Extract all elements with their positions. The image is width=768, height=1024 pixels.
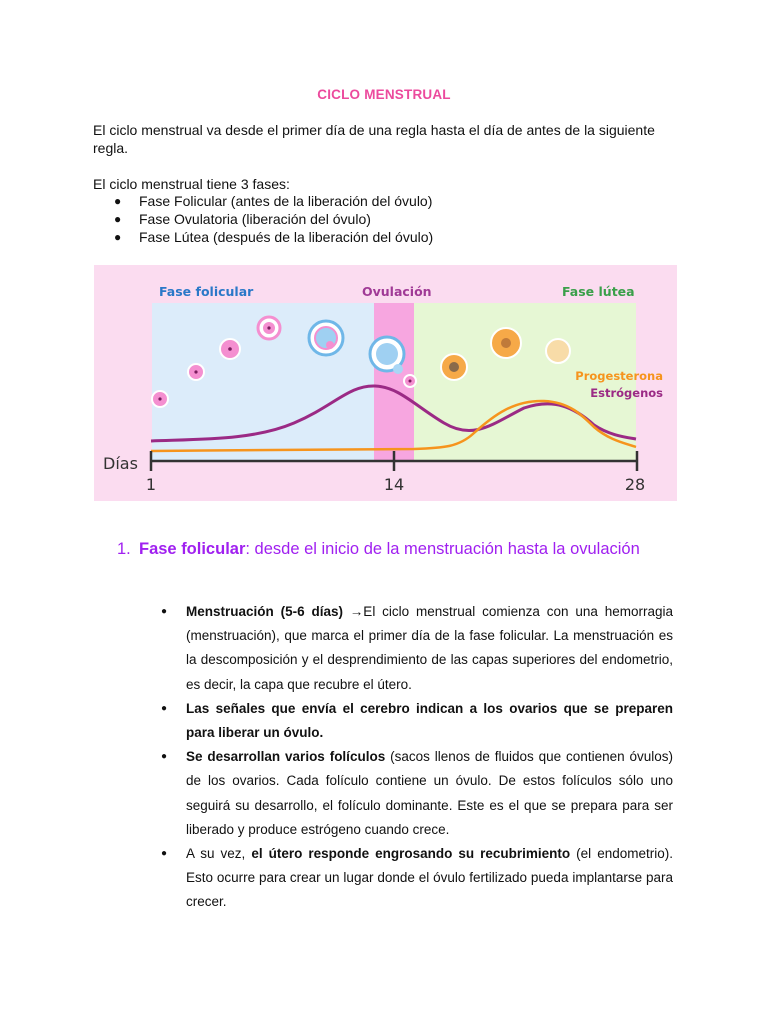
bullet-icon: ● (114, 230, 122, 244)
label-folicular: Fase folicular (159, 284, 254, 299)
label-lutea: Fase lútea (562, 284, 635, 299)
list-item (161, 745, 673, 842)
tick-label: 14 (383, 475, 405, 494)
bullet-icon: ● (161, 702, 168, 714)
bullet-text: A su vez, (186, 846, 252, 862)
list-item (93, 192, 433, 210)
intro-paragraph: El ciclo menstrual va desde el primer día de una regla hasta el día de antes de la siguiente regla. (93, 122, 655, 156)
bullet-bold: Las señales que envía el cerebro indican a los ovarios que se preparen para liberar un óvulo. (186, 700, 673, 741)
corpus-albicans-icon (546, 339, 570, 363)
corpus-luteum-icon (441, 354, 467, 380)
list-item (93, 228, 433, 246)
phases-list (93, 192, 433, 246)
bullet-bold: el útero responde engrosando su recubrimiento (251, 846, 571, 862)
label-ovulacion: Ovulación (362, 284, 432, 299)
section-title-rest: : desde el inicio de la menstruación hasta la ovulación (245, 540, 640, 558)
list-item (161, 697, 673, 745)
axis-label: Días (103, 454, 138, 473)
follicle-icon (309, 321, 343, 355)
bullet-icon: ● (114, 212, 122, 226)
phase-text: Fase Folicular (antes de la liberación del óvulo) (139, 193, 433, 209)
menstrual-cycle-figure (94, 265, 677, 501)
legend-progesterona: Progesterona (575, 369, 663, 383)
document-title: CICLO MENSTRUAL (317, 87, 451, 102)
bullet-bold: Menstruación (5-6 días) (186, 604, 343, 619)
follicle-icon (220, 339, 240, 359)
bullet-bold: Se desarrollan varios folículos (186, 749, 386, 765)
tick-label: 1 (145, 475, 157, 494)
list-item (161, 842, 673, 915)
bullet-icon: ● (161, 606, 168, 617)
section-number: 1. (117, 540, 131, 558)
section-heading (117, 540, 640, 559)
legend-estrogenos: Estrógenos (590, 386, 663, 400)
phases-intro: El ciclo menstrual tiene 3 fases: (93, 176, 290, 192)
bullet-text: (sacos llenos de fluidos que contienen óvulos) de los ovarios. Cada folículo contiene un óvulo. De estos folículos sólo uno seguirá su desarrollo, el folículo dominante. Este es el que se prepara para ser liberado y produce estrógeno cuando crece. (186, 749, 673, 837)
bullet-text: →El ciclo menstrual comienza con una hemorragia (menstruación), que marca el primer día de la fase folicular. La menstruación es la descomposición y el desprendimiento de las capas superiores del endometrio, es decir, la capa que recubre el útero. (186, 604, 674, 692)
details-list (161, 600, 673, 915)
corpus-luteum-icon (491, 328, 521, 358)
follicle-icon (188, 364, 204, 380)
tick-label: 28 (624, 475, 646, 494)
list-item (93, 210, 433, 228)
follicle-icon (258, 317, 280, 339)
ovum-icon (404, 375, 416, 387)
phase-text: Fase Lútea (después de la liberación del óvulo) (139, 229, 434, 245)
list-item (161, 600, 673, 697)
bullet-icon: ● (114, 194, 122, 208)
follicle-icon (152, 391, 168, 407)
bullet-icon: ● (161, 848, 168, 860)
phase-text: Fase Ovulatoria (liberación del óvulo) (139, 211, 371, 227)
section-title-bold: Fase folicular (139, 540, 246, 558)
bullet-icon: ● (161, 751, 168, 763)
bullet-text: (el endometrio). Esto ocurre para crear un lugar donde el óvulo fertilizado pueda implantarse para crecer. (186, 846, 673, 910)
